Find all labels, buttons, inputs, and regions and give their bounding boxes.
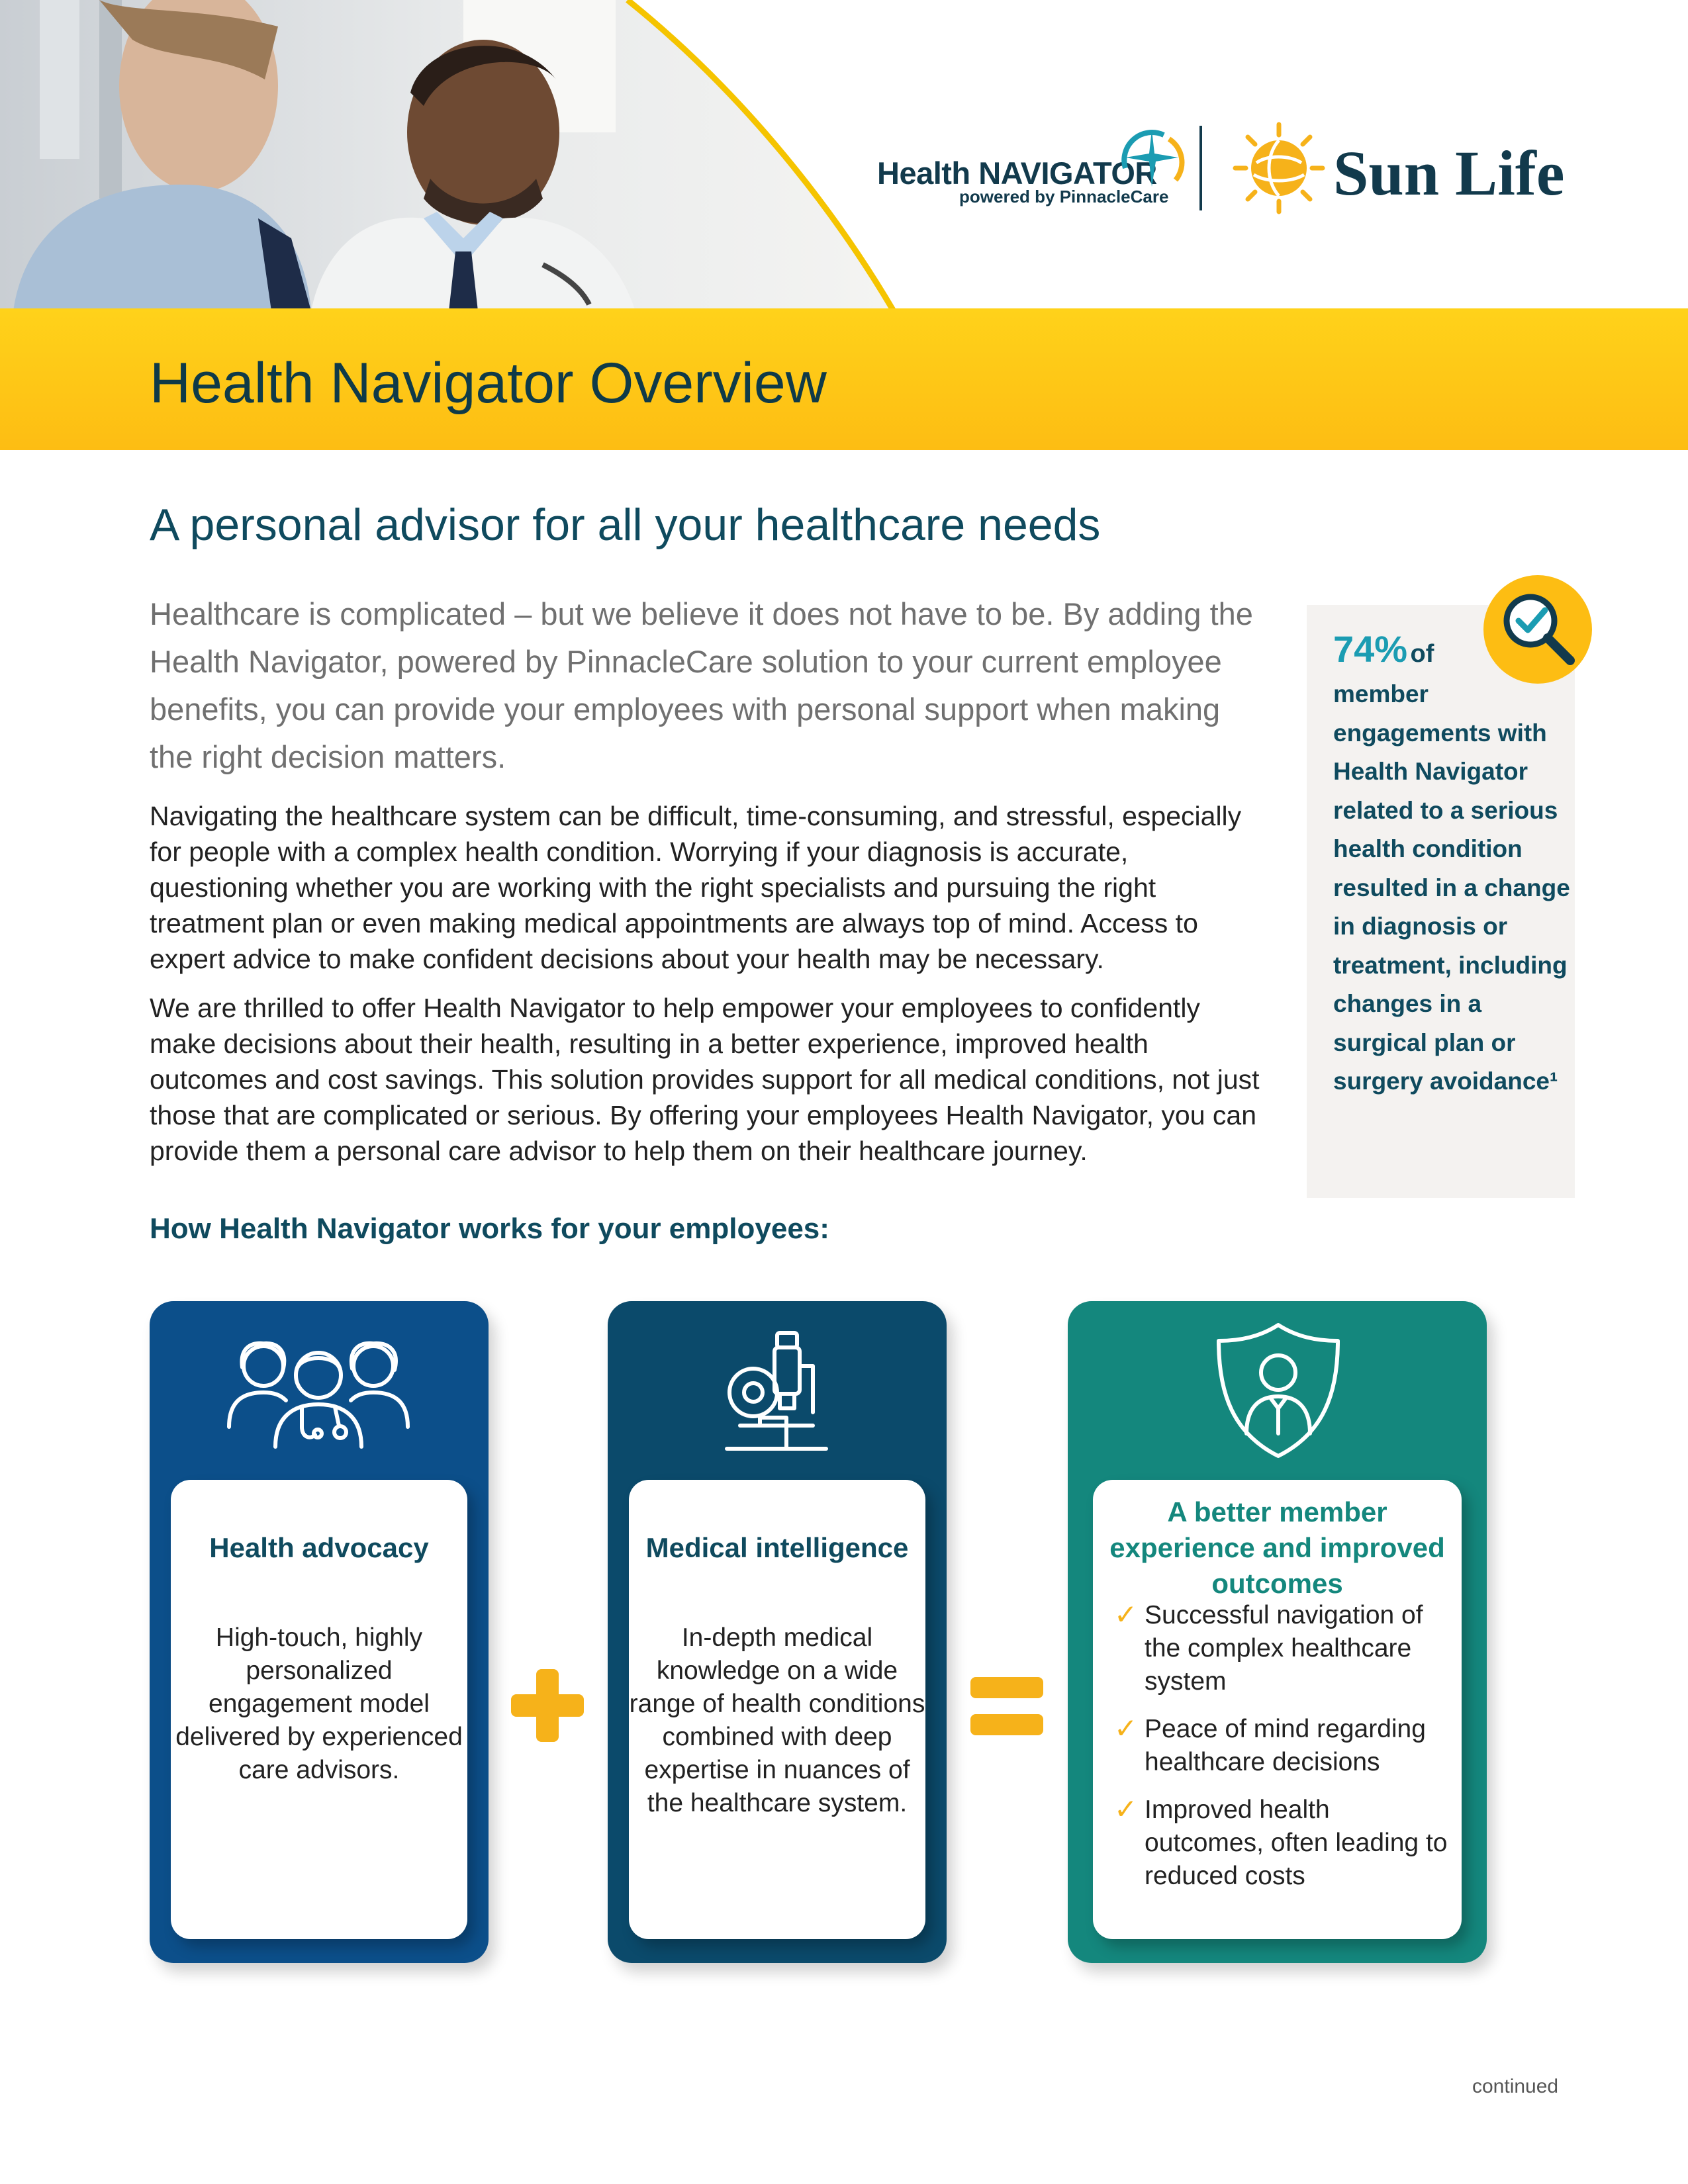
magnifier-check-icon (1481, 573, 1594, 686)
equals-icon (968, 1673, 1046, 1739)
check-icon: ✓ (1114, 1713, 1138, 1744)
stat-number-line (1333, 627, 1434, 670)
powered-by-pinnaclecare: powered by PinnacleCare (959, 187, 1169, 206)
stat-callout-box (1307, 605, 1575, 1198)
compass-icon (1112, 120, 1192, 200)
card-description-medical-intelligence: In-depth medical knowledge on a wide range of health conditions combined with deep expertise in nuances of the healthcare system. (629, 1623, 925, 1817)
card-title-health-advocacy: Health advocacy (209, 1532, 429, 1563)
card-title-medical-intelligence: Medical intelligence (645, 1532, 909, 1563)
card-title-better-outcomes: A better member experience and improved outcomes (1109, 1496, 1445, 1599)
logo-divider (1199, 126, 1202, 210)
page-title: Health Navigator Overview (150, 351, 827, 415)
sun-globe-icon (1233, 122, 1325, 214)
list-item (1113, 1794, 1450, 1893)
plus-icon (508, 1666, 586, 1745)
card-description-health-advocacy: High-touch, highly personalized engagement model delivered by experienced care advisors. (175, 1623, 463, 1784)
benefit-text: Successful navigation of the complex healthcare system (1145, 1601, 1423, 1696)
card-better-outcomes-content (1093, 1480, 1462, 1939)
health-navigator-wordmark: Health NAVIGATOR (877, 156, 1157, 191)
benefit-text: Peace of mind regarding healthcare decisions (1145, 1715, 1426, 1776)
card-medical-intelligence (608, 1301, 947, 1963)
check-icon: ✓ (1114, 1794, 1138, 1825)
how-it-works-heading: How Health Navigator works for your employees: (150, 1212, 829, 1245)
card-better-outcomes (1068, 1301, 1487, 1963)
card-medical-intelligence-content (629, 1480, 925, 1939)
stat-percentage: 74% (1333, 628, 1408, 670)
outcome-benefits-list (1113, 1599, 1450, 1907)
health-navigator-logo (877, 120, 1178, 213)
body-paragraph-2: We are thrilled to offer Health Navigator to help empower your employees to confidently make decisions about their health, resulting in a better experience, improved health outcomes and cost savings. This solution provides support for all medical conditions, not just those that are complicated or serious. By offering your employees Health Navigator, you can provide them a personal care advisor to help them on their healthcare journey. (150, 993, 1260, 1166)
stat-description: member engagements with Health Navigator related to a serious health condition resulted in a change in diagnosis or treatment, including changes in a surgical plan or surgery avoidance¹ (1333, 680, 1570, 1095)
hero-photo-doctors (0, 0, 914, 311)
list-item (1113, 1599, 1450, 1698)
main-heading: A personal advisor for all your healthcare needs (150, 500, 1101, 550)
card-health-advocacy (150, 1301, 489, 1963)
stat-of-label: of (1410, 640, 1434, 668)
benefit-text: Improved health outcomes, often leading to reduced costs (1145, 1796, 1448, 1890)
card-health-advocacy-content (171, 1480, 467, 1939)
sun-life-wordmark: Sun Life (1333, 138, 1565, 208)
check-icon: ✓ (1114, 1599, 1138, 1630)
sun-life-logo (1233, 119, 1577, 218)
intro-paragraph: Healthcare is complicated – but we believe it does not have to be. By adding the Health Navigator, powered by PinnacleCare solution to your current employee benefits, you can provide your employees with personal support when making the right decision matters. (150, 596, 1253, 774)
list-item (1113, 1713, 1450, 1779)
shield-person-icon (1213, 1321, 1343, 1460)
microscope-icon (714, 1326, 839, 1459)
body-paragraph-1: Navigating the healthcare system can be difficult, time-consuming, and stressful, especially for people with a complex health condition. Worrying if your diagnosis is accurate, questioning whether you are working with the right specialists and pursuing the right treatment plan or even making medical appointments are always top of mind. Access to expert advice to make confident decisions about your health may be necessary. (150, 801, 1242, 974)
continued-label: continued (1472, 2075, 1559, 2097)
care-team-icon (222, 1328, 414, 1453)
